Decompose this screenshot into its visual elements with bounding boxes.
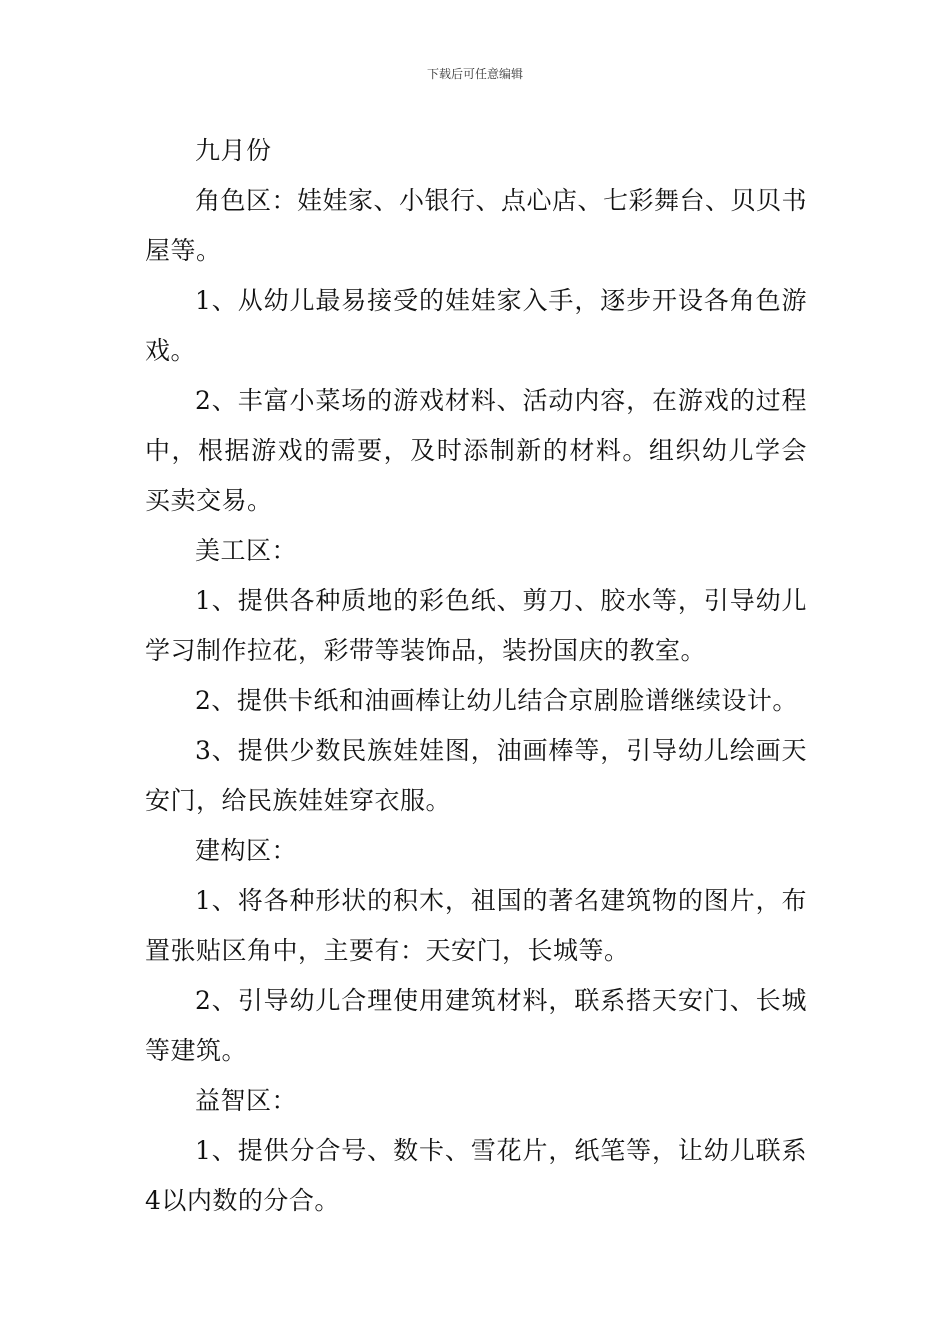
page-header: 下载后可任意编辑 bbox=[426, 67, 523, 81]
construction-area-heading: 建构区： bbox=[195, 836, 298, 865]
art-area-item-3: 3、提供少数民族娃娃图，油画棒等，引导幼儿绘画天安门，给民族娃娃穿衣服。 bbox=[145, 736, 807, 815]
role-area-item-2: 2、丰富小菜场的游戏材料、活动内容，在游戏的过程中，根据游戏的需要，及时添制新的材料。组织幼儿学会买卖交易。 bbox=[145, 386, 807, 515]
puzzle-area-item-1: 1、提供分合号、数卡、雪花片，纸笔等，让幼儿联系4以内数的分合。 bbox=[145, 1136, 807, 1215]
puzzle-area-heading: 益智区： bbox=[195, 1086, 298, 1115]
construction-area-item-2: 2、引导幼儿合理使用建筑材料，联系搭天安门、长城等建筑。 bbox=[145, 986, 807, 1065]
art-area-item-2: 2、提供卡纸和油画棒让幼儿结合京剧脸谱继续设计。 bbox=[195, 686, 798, 715]
art-area-item-1: 1、提供各种质地的彩色纸、剪刀、胶水等，引导幼儿学习制作拉花，彩带等装饰品，装扮国庆的教室。 bbox=[145, 586, 807, 665]
document-body bbox=[145, 126, 807, 1226]
art-area-heading: 美工区： bbox=[195, 536, 298, 565]
role-area-paragraph: 角色区：娃娃家、小银行、点心店、七彩舞台、贝贝书屋等。 bbox=[145, 186, 808, 265]
construction-area-item-1: 1、将各种形状的积木，祖国的著名建筑物的图片，布置张贴区角中，主要有：天安门，长城等。 bbox=[145, 886, 807, 965]
month-heading: 九月份 bbox=[195, 136, 272, 165]
role-area-item-1: 1、从幼儿最易接受的娃娃家入手，逐步开设各角色游戏。 bbox=[145, 286, 807, 365]
